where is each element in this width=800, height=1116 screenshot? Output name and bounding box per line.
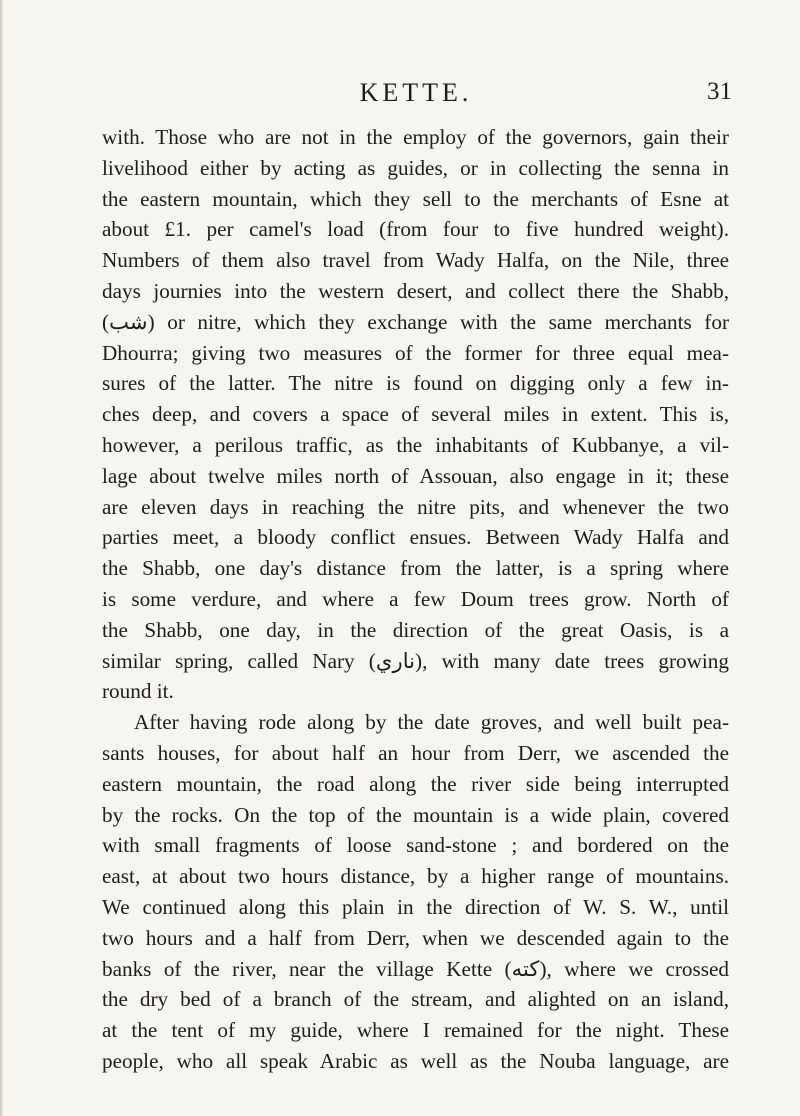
text-line: east, at about two hours distance, by a higher range of mountains.	[102, 864, 729, 889]
text-line: by the rocks. On the top of the mountain is a wide plain, covered	[102, 802, 729, 827]
text-line: the dry bed of a branch of the stream, and alighted on an island,	[102, 987, 729, 1012]
page-number: 31	[707, 78, 732, 105]
text-line: (شب) or nitre, which they exchange with the same merchants for	[102, 309, 729, 334]
text-line: ches deep, and covers a space of several miles in extent. This is,	[102, 402, 729, 427]
text-line: about £1. per camel's load (from four to five hundred weight).	[102, 217, 729, 242]
text-line: at the tent of my guide, where I remained for the night. These	[102, 1018, 729, 1043]
text-line: are eleven days in reaching the nitre pits, and whenever the two	[102, 494, 729, 519]
text-line: the Shabb, one day, in the direction of the great Oasis, is a	[102, 617, 729, 642]
page-edge-shadow	[0, 0, 3, 1116]
text-line: is some verdure, and where a few Doum trees grow. North of	[102, 586, 729, 611]
text-line: two hours and a half from Derr, when we descended again to the	[102, 925, 729, 950]
text-line: Numbers of them also travel from Wady Halfa, on the Nile, three	[102, 248, 729, 273]
text-line: sures of the latter. The nitre is found on digging only a few in-	[102, 371, 729, 396]
text-line: parties meet, a bloody conflict ensues. Between Wady Halfa and	[102, 525, 729, 550]
text-line: with small fragments of loose sand-stone ; and bordered on the	[102, 833, 729, 858]
text-line: the Shabb, one day's distance from the latter, is a spring where	[102, 556, 729, 581]
text-line: lage about twelve miles north of Assouan, also engage in it; these	[102, 463, 729, 488]
text-line: with. Those who are not in the employ of the governors, gain their	[102, 125, 729, 149]
text-line: sants houses, for about half an hour from Derr, we ascended the	[102, 740, 729, 765]
text-line: livelihood either by acting as guides, or in collecting the senna in	[102, 155, 729, 180]
running-head	[100, 78, 732, 112]
text-line: eastern mountain, the road along the river side being interrupted	[102, 771, 729, 796]
text-line: however, a perilous traffic, as the inhabitants of Kubbanye, a vil-	[102, 432, 729, 457]
paragraph-start-line: After having rode along by the date groves, and well built pea-	[134, 710, 729, 735]
text-line: days journies into the western desert, and collect there the Shabb,	[102, 278, 729, 303]
text-line: Dhourra; giving two measures of the former for three equal mea-	[102, 340, 729, 365]
text-line: the eastern mountain, which they sell to the merchants of Esne at	[102, 186, 729, 211]
body-text	[102, 122, 729, 1077]
text-line: similar spring, called Nary (ناري), with many date trees growing	[102, 648, 729, 673]
running-title: KETTE.	[359, 78, 473, 107]
text-line: We continued along this plain in the direction of W. S. W., until	[102, 894, 729, 919]
text-line: banks of the river, near the village Kette (كته), where we crossed	[102, 956, 729, 981]
text-line: people, who all speak Arabic as well as the Nouba language, are	[102, 1048, 729, 1073]
paragraph-end-line: round it.	[102, 679, 174, 704]
